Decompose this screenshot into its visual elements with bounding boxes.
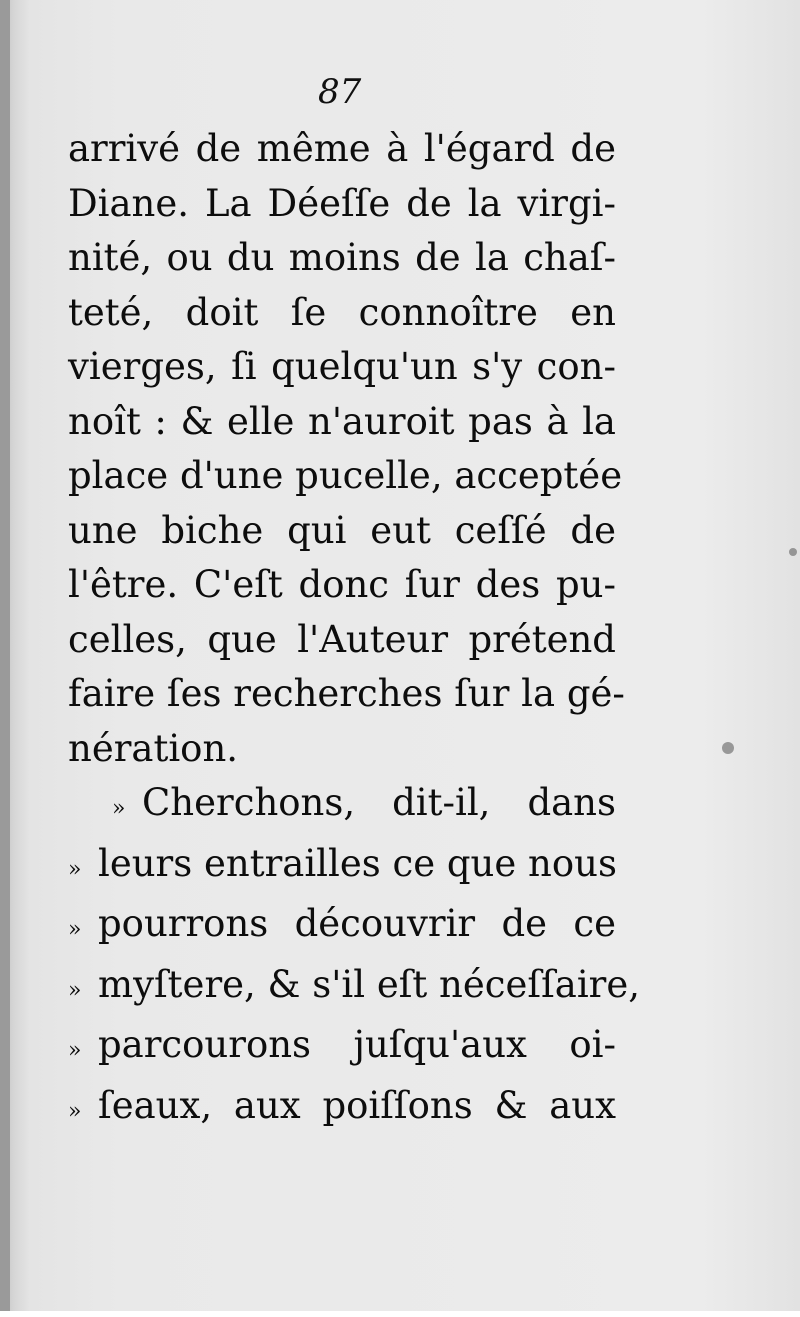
quote-mark: » bbox=[68, 856, 82, 882]
quote-mark: » bbox=[68, 1038, 82, 1063]
page-bottom-edge bbox=[0, 1311, 800, 1317]
text-line: noît : & elle n'auroit pas à la bbox=[68, 399, 616, 443]
text-line: Diane. La Déeſſe de la virgi- bbox=[68, 181, 616, 225]
page-gutter bbox=[0, 0, 10, 1317]
text-body bbox=[68, 122, 641, 1139]
text-line: nité, ou du moins de la chaſ- bbox=[68, 236, 616, 279]
text-line: place d'une pucelle, acceptée bbox=[68, 454, 623, 497]
text-line: arrivé de même à l'égard de bbox=[68, 127, 616, 170]
quote-line bbox=[68, 1079, 616, 1140]
text-line: une biche qui eut ceſſé de bbox=[68, 508, 616, 552]
quote-mark: » bbox=[68, 917, 82, 942]
text-line: teté, doit ſe connoître en bbox=[68, 290, 616, 334]
text-line: nération. bbox=[68, 726, 239, 770]
quote-mark: » bbox=[68, 1098, 82, 1124]
quote-text: leurs entrailles ce que nous bbox=[98, 841, 617, 885]
quote-text: parcourons juſqu'aux oi- bbox=[98, 1023, 616, 1066]
quote-mark: » bbox=[112, 796, 126, 821]
page-number: 87 bbox=[318, 72, 362, 112]
ink-spot bbox=[722, 742, 734, 754]
quote-line bbox=[68, 897, 616, 958]
quote-line bbox=[68, 837, 616, 898]
text-line: l'être. C'eſt donc ſur des pu- bbox=[68, 563, 616, 606]
quote-text: ſeaux, aux poiſſons & aux bbox=[98, 1083, 616, 1127]
quote-line bbox=[68, 776, 616, 837]
text-line: celles, que l'Auteur prétend bbox=[68, 617, 616, 661]
text-line: faire ſes recherches ſur la gé- bbox=[68, 672, 625, 715]
quote-mark: » bbox=[68, 977, 82, 1003]
text-line: vierges, ſi quelqu'un s'y con- bbox=[68, 345, 616, 388]
quote-line bbox=[68, 1018, 616, 1079]
quote-line bbox=[68, 958, 641, 1019]
quote-text: pourrons découvrir de ce bbox=[98, 902, 616, 945]
ink-spot bbox=[789, 548, 797, 556]
quote-text: myſtere, & s'il eſt néceſſaire, bbox=[98, 962, 641, 1006]
quote-text: Cherchons, dit-il, dans bbox=[142, 781, 616, 824]
